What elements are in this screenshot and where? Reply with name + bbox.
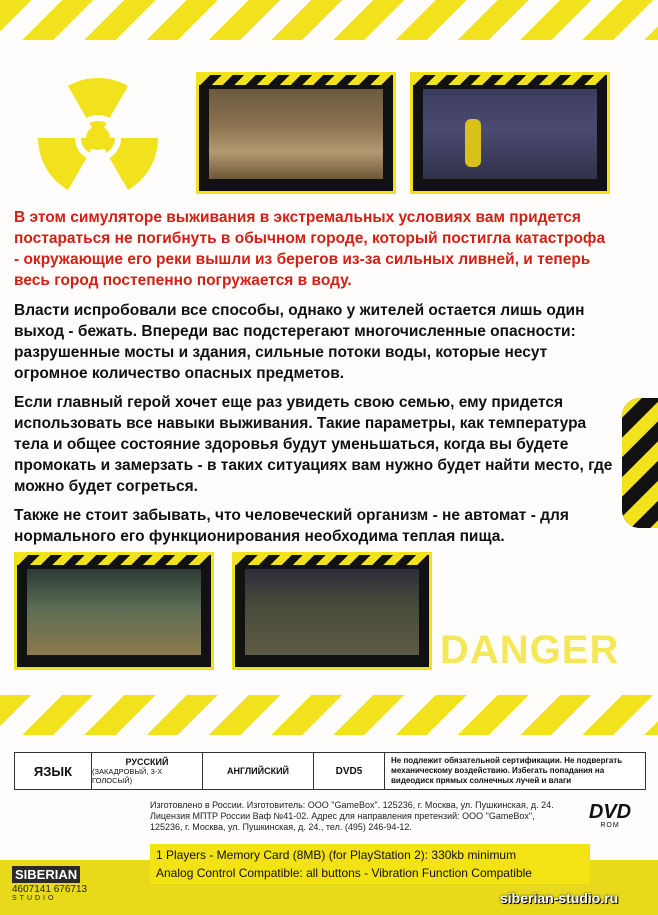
brand-name: SIBERIAN <box>12 866 80 883</box>
specs-box <box>150 844 590 884</box>
legal-line-1: Изготовлено в России. Изготовитель: ООО "GameBox". 125236, г. Москва, ул. Пушкинская, д. 24. <box>150 800 554 810</box>
website-link[interactable]: siberian-studio.ru <box>500 890 619 906</box>
dvd-rom-text: ROM <box>600 822 620 829</box>
english-label: АНГЛИЙСКИЙ <box>203 753 314 789</box>
language-label: ЯЗЫК <box>15 753 92 789</box>
top-gap <box>0 40 658 62</box>
screenshot-restaurant <box>196 72 396 194</box>
screenshot-flooded-street <box>410 72 610 194</box>
screenshot-bar <box>14 552 214 670</box>
hazard-stripe-top <box>0 0 658 40</box>
disc-label: DVD5 <box>314 753 385 789</box>
certification-note: Не подлежит обязательной сертификации. Не подвергать механическому воздействию. Избегать попадания на видеодиск прямых солнечных лучей и влаги <box>391 756 623 785</box>
barcode-number: 4607141 676713 <box>12 884 88 895</box>
specs-line-1: 1 Players - Memory Card (8MB) (for PlayStation 2): 330kb minimum <box>156 848 517 862</box>
danger-label: DANGER <box>440 628 620 672</box>
legal-text <box>150 800 570 833</box>
paragraph-4: Также не стоит забывать, что человеческий организм - не автомат - для нормального его функционирования необходима теплая пища. <box>14 507 569 545</box>
russian-cell <box>92 753 203 789</box>
radiation-icon <box>28 68 168 208</box>
legal-line-3: 125236, г. Москва, ул. Пушкинская, д. 24., тел. (495) 246-94-12. <box>150 822 412 832</box>
side-tab <box>622 398 658 528</box>
siberian-studio-logo <box>12 866 120 902</box>
specs-line-2: Analog Control Compatible: all buttons - Vibration Function Compatible <box>156 866 532 880</box>
paragraph-2: Власти испробовали все способы, однако у жителей остается лишь один выход - бежать. Впереди вас подстерегают многочисленные опасности: разрушенные мосты и здания, сильные потоки воды, которые несут огромное количество опасных предметов. <box>14 302 585 382</box>
dvd-logo-text: DVD <box>588 801 632 823</box>
intro-paragraph: В этом симуляторе выживания в экстремальных условиях вам придется постараться не погибнуть в обычном городе, который постигла катастрофа - окружающие его реки вышли из берегов из-за сильных ливней, и теперь весь город постепенно погружается в воду. <box>14 209 606 289</box>
dvd-rom-logo <box>582 802 638 829</box>
hazard-stripe-bottom <box>0 695 658 735</box>
screenshot-water <box>232 552 432 670</box>
legal-line-2: Лицензия МПТР России Ваф №41-02. Адрес для направления претензий: ООО "GameBox", <box>150 811 535 821</box>
paragraph-3: Если главный герой хочет еще раз увидеть свою семью, ему придется использовать все навыки выживания. Такие параметры, как температура тела и общее состояние здоровья будут уменьшаться, когда вы будете промокать и замерзать - в таких ситуациях вам нужно будет найти место, где можно будет согреться. <box>14 394 613 495</box>
brand-sub: STUDIO <box>12 895 57 902</box>
russian-label: РУССКИЙ <box>125 757 169 767</box>
russian-note: (ЗАКАДРОВЫЙ, 3-Х ГОЛОСЫЙ) <box>92 767 163 785</box>
info-table <box>14 752 646 790</box>
